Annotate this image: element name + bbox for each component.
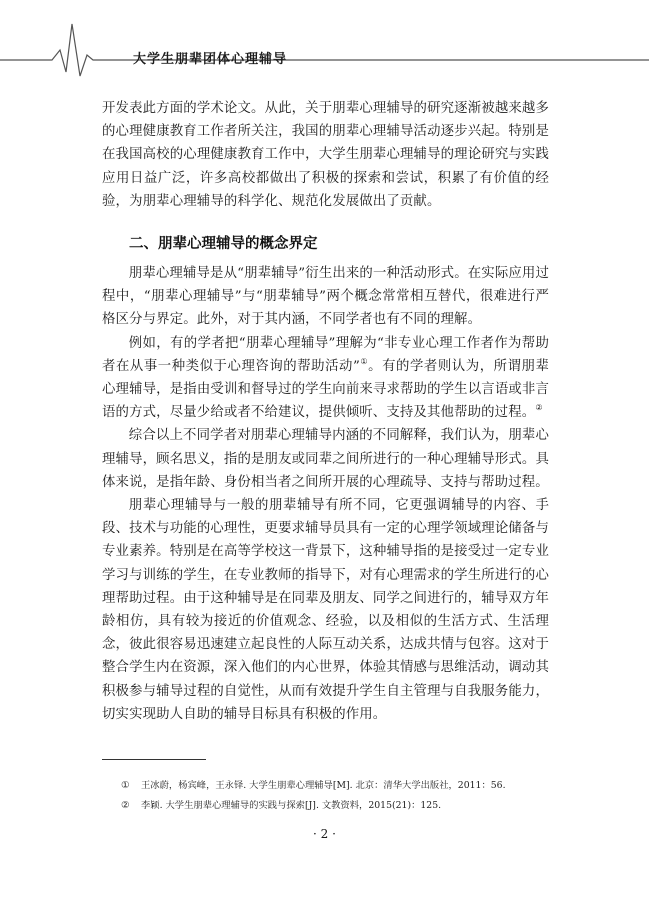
running-title: 大学生朋辈团体心理辅导 <box>133 52 288 67</box>
heartbeat-line-decoration <box>0 0 649 90</box>
paragraph <box>102 332 549 425</box>
body-section <box>102 262 549 726</box>
page-header <box>0 0 649 90</box>
page-number: · 2 · <box>313 827 336 841</box>
footnote-divider <box>102 759 206 760</box>
footnotes <box>121 776 541 816</box>
paragraph: 综合以上不同学者对朋辈心理辅导内涵的不同解释，我们认为，朋辈心理辅导，顾名思义，指的是朋友或同辈之间所进行的一种心理辅导形式。具体来说，是指年龄、身份相当者之间所开展的心理疏导、支持与帮助过程。 <box>102 428 549 490</box>
paragraph-text: 。有的学者则认为，所谓朋辈心理辅导，是指由受训和督导过的学生向前来寻求帮助的学生以言语或非言语的方式，尽量少给或者不给建议，提供倾听、支持及其他帮助的过程。 <box>102 358 550 421</box>
footnote-mark: ② <box>121 800 130 811</box>
paragraph: 朋辈心理辅导与一般的朋辈辅导有所不同，它更强调辅导的内容、手段、技术与功能的心理性，更要求辅导员具有一定的心理学领域理论储备与专业素养。特别是在高等学校这一背景下，这种辅导指的是接受过一定专业学习与训练的学生，在专业教师的指导下，对有心理需求的学生所进行的心理帮助过程。由于这种辅导是在同辈及朋友、同学之间进行的，辅导双方年龄相仿，具有较为接近的价值观念、经验，以及相似的生活方式、生活理念，彼此很容易迅速建立起良性的人际互动关系，达成共情与包容。这对于整合学生内在资源，深入他们的内心世界，体验其情感与思维活动，调动其积极参与辅导过程的自觉性，从而有效提升学生自主管理与自我服务能力，切实实现助人自助的辅导目标具有积极的作用。 <box>102 498 549 722</box>
footnote-ref[interactable]: ① <box>360 356 369 366</box>
footnote-mark: ① <box>121 780 130 791</box>
footnote-text: 李颖. 大学生朋辈心理辅导的实践与探索[J]. 文教资料，2015(21)：125. <box>141 800 442 811</box>
section-heading: 二、朋辈心理辅导的概念界定 <box>129 236 318 252</box>
paragraph: 朋辈心理辅导是从“朋辈辅导”衍生出来的一种活动形式。在实际应用过程中，“朋辈心理辅导”与“朋辈辅导”两个概念常常相互替代，很难进行严格区分与界定。此外，对于其内涵，不同学者也有不同的理解。 <box>102 266 550 328</box>
footnote-ref[interactable]: ② <box>535 403 543 413</box>
paragraph: 开发表此方面的学术论文。从此，关于朋辈心理辅导的研究逐渐被越来越多的心理健康教育工作者所关注，我国的朋辈心理辅导活动逐步兴起。特别是在我国高校的心理健康教育工作中，大学生朋辈心理辅导的理论研究与实践应用日益广泛，许多高校都做出了积极的探索和尝试，积累了有价值的经验，为朋辈心理辅导的科学化、规范化发展做出了贡献。 <box>102 101 549 209</box>
footnote-text: 王冰蔚，杨宾峰，王永铎. 大学生朋辈心理辅导[M]. 北京：清华大学出版社，2011：56. <box>141 780 506 791</box>
body-paragraph-continued <box>102 97 549 213</box>
footnote <box>121 776 541 796</box>
footnote <box>121 796 541 816</box>
paragraph-text: 例如，有的学者把“朋辈心理辅导”理解为“非专业心理工作者作为帮助者在从事一种类似于心理咨询的帮助活动” <box>102 335 549 374</box>
